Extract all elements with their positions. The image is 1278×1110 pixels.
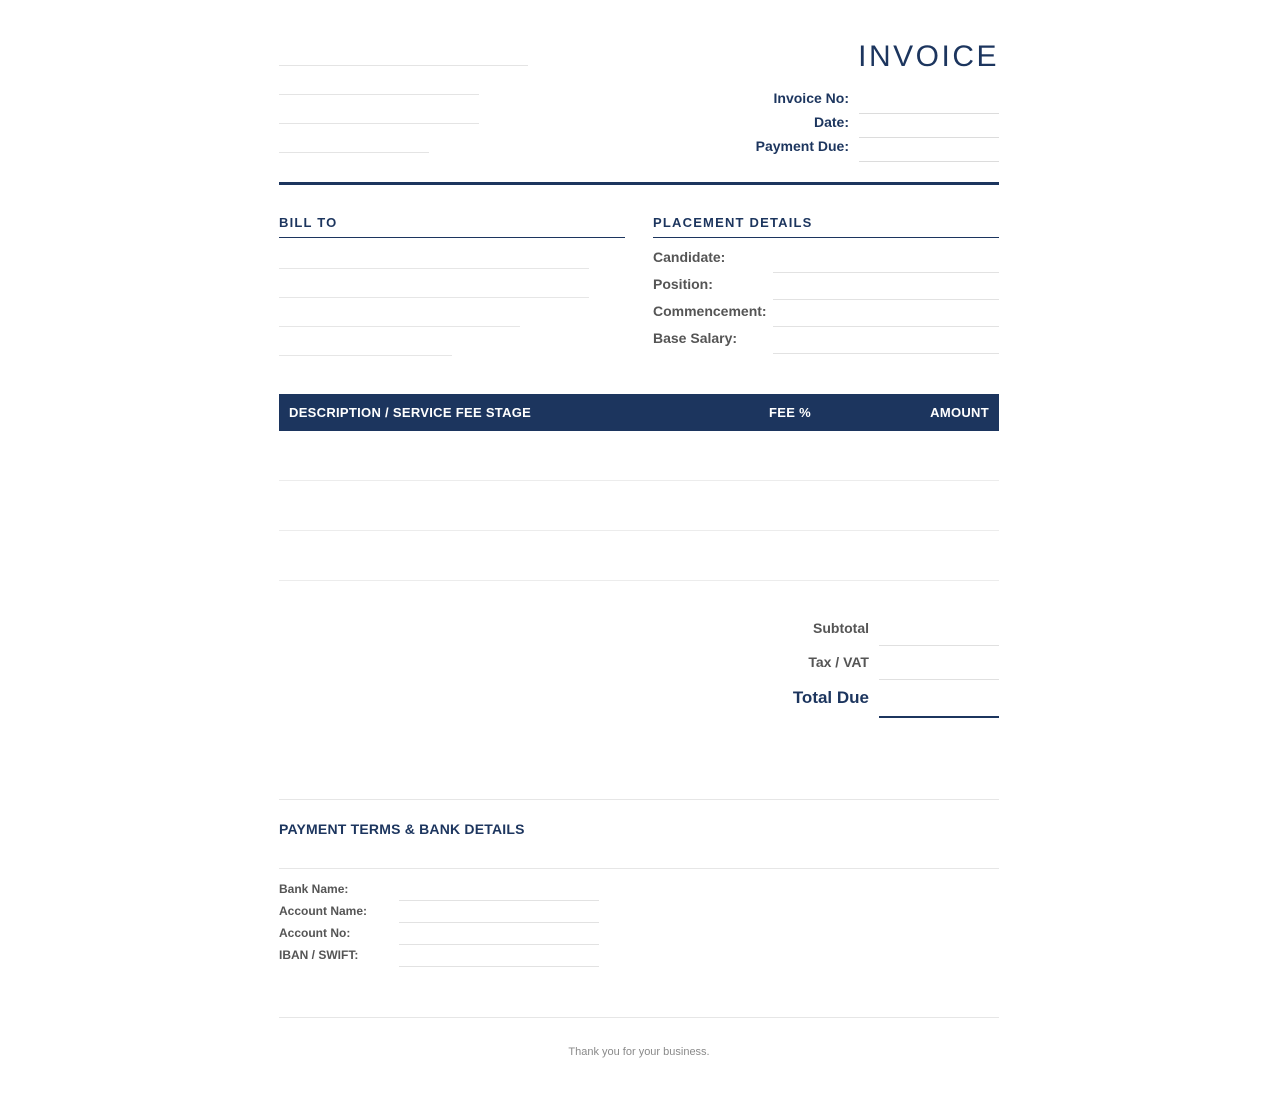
account-name-label: Account Name:: [279, 904, 368, 918]
header-divider: [279, 182, 999, 185]
total-due-field[interactable]: [879, 716, 999, 718]
position-label: Position:: [653, 276, 713, 292]
iban-swift-row: [279, 945, 599, 967]
placement-details-rule: [653, 237, 999, 238]
account-name-row: [279, 901, 599, 923]
commencement-label: Commencement:: [653, 303, 767, 319]
payment-due-row: [659, 138, 999, 162]
footer-thank-you: Thank you for your business.: [568, 1046, 710, 1058]
table-row[interactable]: [279, 480, 999, 481]
company-name-line: [279, 65, 528, 66]
candidate-label: Candidate:: [653, 249, 726, 265]
payment-title-rule: [279, 868, 999, 869]
tax-field[interactable]: [879, 679, 999, 680]
iban-swift-field[interactable]: [399, 966, 599, 967]
fee-percent-column-header: FEE %: [769, 405, 811, 420]
total-due-label: Total Due: [792, 688, 869, 707]
payment-terms-title: PAYMENT TERMS & BANK DETAILS: [279, 821, 525, 837]
commencement-row: [653, 300, 999, 327]
table-row[interactable]: [279, 580, 999, 581]
date-label: Date:: [813, 114, 849, 130]
base-salary-field[interactable]: [773, 353, 999, 354]
iban-swift-label: IBAN / SWIFT:: [279, 948, 359, 962]
bill-to-line[interactable]: [279, 297, 589, 298]
position-row: [653, 273, 999, 300]
company-contact-line: [279, 152, 429, 153]
company-city-line: [279, 123, 479, 124]
invoice-number-row: [659, 90, 999, 114]
invoice-number-label: Invoice No:: [773, 90, 849, 106]
payment-due-label: Payment Due:: [755, 138, 849, 154]
account-number-label: Account No:: [279, 926, 351, 940]
date-row: [659, 114, 999, 138]
account-number-row: [279, 923, 599, 945]
payment-top-rule: [279, 799, 999, 800]
company-address-line: [279, 94, 479, 95]
bill-to-title: BILL TO: [279, 215, 338, 230]
bill-to-line[interactable]: [279, 326, 520, 327]
bill-to-rule: [279, 237, 625, 238]
bank-name-label: Bank Name:: [279, 882, 349, 896]
bill-to-line[interactable]: [279, 355, 452, 356]
line-items-header: [279, 394, 999, 431]
placement-details-title: PLACEMENT DETAILS: [653, 215, 813, 230]
invoice-page: [279, 0, 999, 1110]
bill-to-line[interactable]: [279, 268, 589, 269]
footer-rule: [279, 1017, 999, 1018]
bank-name-row: [279, 879, 599, 901]
base-salary-row: [653, 327, 999, 354]
description-column-header: DESCRIPTION / SERVICE FEE STAGE: [289, 405, 532, 420]
table-row[interactable]: [279, 530, 999, 531]
candidate-row: [653, 246, 999, 273]
subtotal-label: Subtotal: [813, 620, 869, 636]
subtotal-field[interactable]: [879, 645, 999, 646]
payment-due-field[interactable]: [859, 161, 999, 162]
tax-label: Tax / VAT: [808, 654, 869, 670]
invoice-title: INVOICE: [858, 40, 999, 73]
base-salary-label: Base Salary:: [653, 330, 738, 346]
amount-column-header: AMOUNT: [930, 405, 989, 420]
